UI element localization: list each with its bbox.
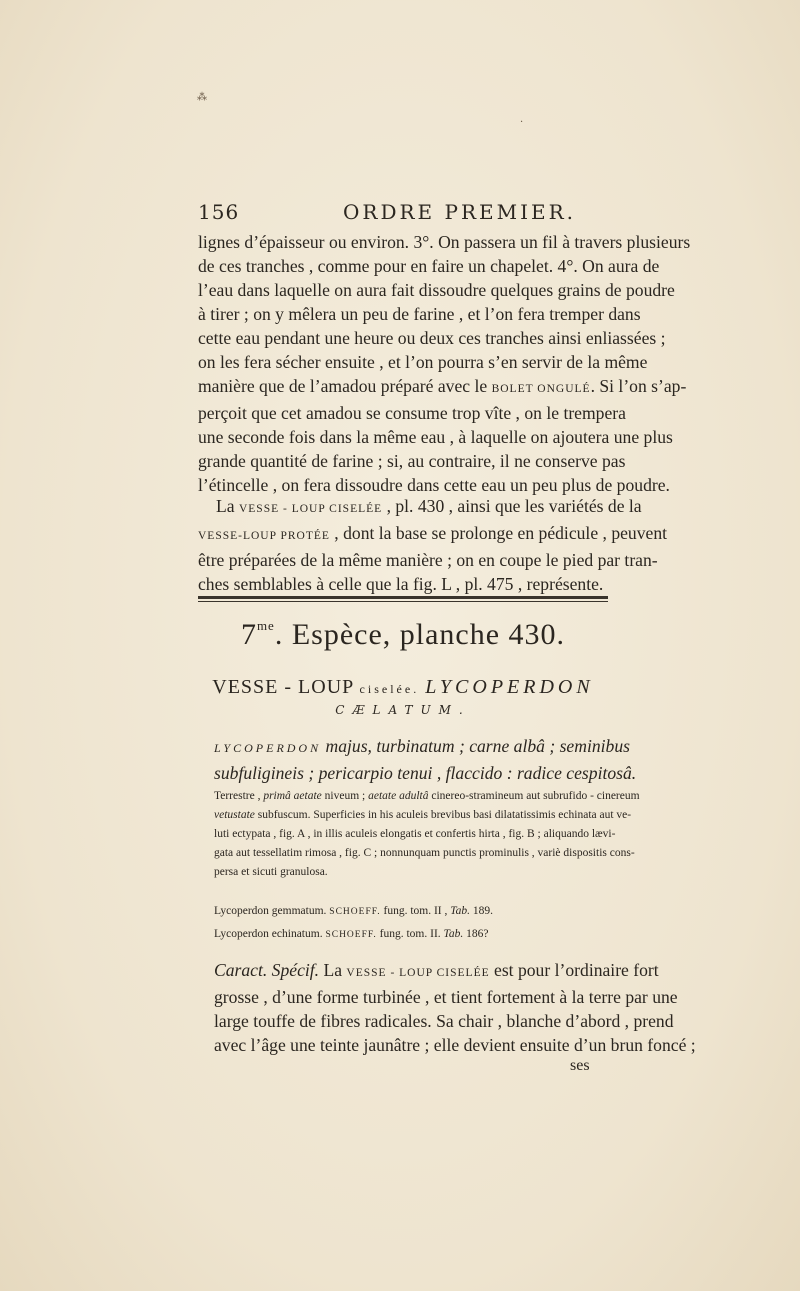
synonym-num: 189. bbox=[469, 905, 493, 917]
text-run: La bbox=[319, 960, 347, 980]
french-name-epithet: ciselée. bbox=[359, 682, 420, 696]
text-run: Terrestre , bbox=[214, 790, 264, 802]
text-run: subfuscum. Superficies in his aculeis brevibus basi dilatatissimis echinata aut ve- bbox=[254, 809, 632, 821]
synonym-ref: fung. tom. II. bbox=[376, 928, 444, 940]
species-name bbox=[198, 676, 608, 699]
species-heading-text: . Espèce, planche 430. bbox=[274, 618, 566, 651]
text-line: une seconde fois dans la même eau , à laquelle on ajoutera une plus bbox=[198, 427, 673, 447]
text-line: grosse , d’une forme turbinée , et tient fortement à la terre par une bbox=[214, 987, 678, 1007]
text-run: La bbox=[216, 496, 239, 516]
synonym-name: Lycoperdon echinatum. bbox=[214, 928, 323, 940]
rule-thin bbox=[198, 601, 608, 602]
latin-epithet: CÆLATUM. bbox=[335, 703, 471, 717]
catchword: ses bbox=[570, 1057, 590, 1074]
text-line bbox=[214, 787, 640, 806]
text-line: on les fera sécher ensuite , et l’on pourra s’en servir de la même bbox=[198, 352, 648, 372]
text-line bbox=[214, 806, 632, 825]
species-number: 7 bbox=[240, 618, 257, 651]
text-line bbox=[198, 521, 668, 548]
synonym-author: SCHOEFF. bbox=[325, 930, 377, 940]
paragraph-3 bbox=[214, 958, 696, 1057]
page-number: 156 bbox=[198, 200, 240, 224]
species-ref: VESSE - LOUP CISELÉE bbox=[346, 967, 490, 979]
text-line: perçoit que cet amadou se consume trop vîte , on le trempera bbox=[198, 403, 626, 423]
text-run: niveum ; bbox=[321, 790, 369, 802]
text-line bbox=[198, 374, 687, 401]
ink-speck: · bbox=[520, 117, 524, 128]
text-line: lignes d’épaisseur ou environ. 3°. On passera un fil à travers plusieurs bbox=[198, 232, 691, 252]
synonym-tab: Tab. bbox=[443, 928, 464, 940]
text-line: grande quantité de farine ; si, au contraire, il ne conserve pas bbox=[198, 451, 626, 471]
text-run: , pl. 430 , ainsi que les variétés de la bbox=[382, 496, 642, 516]
species-heading bbox=[198, 618, 608, 652]
text-line: subfuligineis ; pericarpio tenui , flaccido : radice cespitosâ. bbox=[214, 763, 637, 783]
ink-speck: ⁂ bbox=[197, 92, 207, 103]
text-line: avec l’âge une teinte jaunâtre ; elle devient ensuite d’un brun foncé ; bbox=[214, 1035, 696, 1055]
synonym-author: SCHOEFF. bbox=[329, 907, 381, 917]
text-run: majus, turbinatum ; carne albâ ; seminibus bbox=[321, 736, 630, 756]
text-line: de ces tranches , comme pour en faire un chapelet. 4°. On aura de bbox=[198, 256, 660, 276]
text-run: primâ aetate bbox=[263, 790, 322, 802]
text-line: être préparées de la même manière ; on en coupe le pied par tran- bbox=[198, 550, 658, 570]
text-line: gata aut tessellatim rimosa , fig. C ; nonnunquam punctis prominulis , variè dispositis cons- bbox=[214, 847, 635, 859]
text-run: , dont la base se prolonge en pédicule , peuvent bbox=[329, 523, 668, 543]
text-line: cette eau pendant une heure ou deux ces tranches ainsi enliassées ; bbox=[198, 328, 666, 348]
text-line: l’eau dans laquelle on aura fait dissoudre quelques grains de poudre bbox=[198, 280, 675, 300]
text-run: vetustate bbox=[214, 809, 255, 821]
text-line bbox=[198, 494, 642, 521]
text-line bbox=[214, 958, 659, 985]
species-ref: BOLET ONGULÉ bbox=[491, 383, 591, 395]
text-line: persa et sicuti granulosa. bbox=[214, 866, 328, 878]
latin-genus: LYCOPERDON bbox=[425, 676, 594, 698]
text-line: ches semblables à celle que la fig. L , pl. 475 , représente. bbox=[198, 574, 604, 594]
section-rule bbox=[198, 596, 608, 602]
synonym-entry bbox=[214, 925, 608, 944]
species-ref: VESSE-LOUP PROTÉE bbox=[198, 530, 330, 542]
rule-thick bbox=[198, 596, 608, 599]
paragraph-1 bbox=[198, 230, 691, 497]
diagnosis-genus: LYCOPERDON bbox=[214, 741, 322, 755]
text-line bbox=[214, 734, 630, 761]
synonym-name: Lycoperdon gemmatum. bbox=[214, 905, 327, 917]
text-line: luti ectypata , fig. A , in illis aculeis elongatis et confertis hirta , fig. B ; aliquando lævi- bbox=[214, 828, 616, 840]
synonym-num: 186? bbox=[463, 928, 489, 940]
text-line: large touffe de fibres radicales. Sa chair , blanche d’abord , prend bbox=[214, 1011, 674, 1031]
page-header bbox=[198, 200, 608, 230]
synonym-ref: fung. tom. II , bbox=[380, 905, 451, 917]
text-run: . Si l’on s’ap- bbox=[590, 376, 687, 396]
text-run: cinereo-stramineum aut subrufido - cinereum bbox=[428, 790, 640, 802]
latin-description bbox=[214, 787, 640, 882]
text-run: aetate adultâ bbox=[368, 790, 429, 802]
species-ref: VESSE - LOUP CISELÉE bbox=[238, 503, 383, 515]
paragraph-2 bbox=[198, 494, 668, 596]
running-head: ORDRE PREMIER. bbox=[343, 200, 577, 224]
latin-diagnosis bbox=[214, 734, 637, 786]
text-run: Caract. Spécif. bbox=[214, 960, 320, 980]
text-line: l’étincelle , on fera dissoudre dans cette eau un peu plus de poudre. bbox=[198, 475, 670, 495]
synonym-entry bbox=[214, 902, 608, 921]
species-number-suffix: me bbox=[256, 618, 275, 633]
text-run: manière que de l’amadou préparé avec le bbox=[198, 376, 492, 396]
text-run: est pour l’ordinaire fort bbox=[489, 960, 659, 980]
text-line: à tirer ; on y mêlera un peu de farine , et l’on fera tremper dans bbox=[198, 304, 641, 324]
synonym-tab: Tab. bbox=[450, 905, 470, 917]
french-name: VESSE - LOUP bbox=[212, 676, 354, 698]
